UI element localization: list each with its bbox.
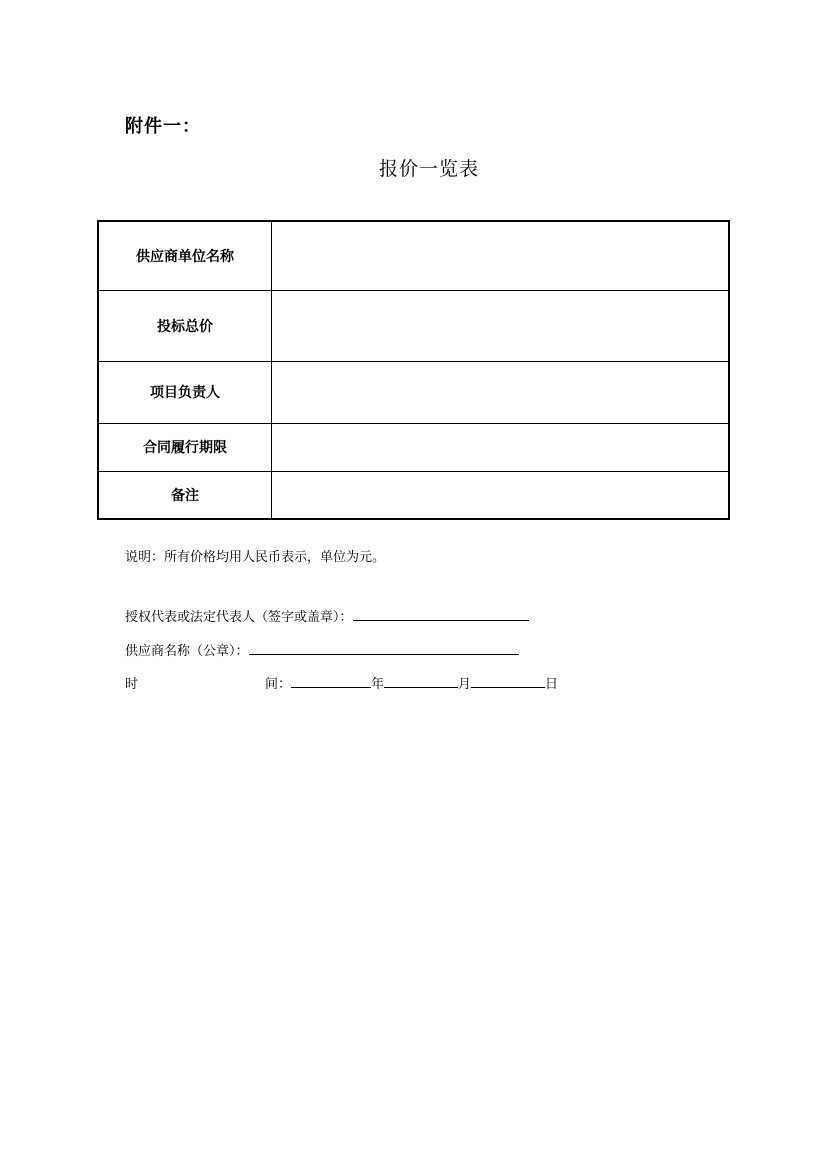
table-row — [98, 221, 729, 290]
time-label-second: 间： — [265, 677, 292, 692]
note-text: 说明：所有价格均用人民币表示，单位为元。 — [125, 550, 386, 565]
quote-table — [97, 220, 730, 520]
attachment-label: 附件一： — [125, 116, 201, 137]
supplier-label: 供应商名称（公章）： — [125, 644, 249, 659]
day-label: 日 — [545, 677, 559, 692]
row-label-project-lead: 项目负责人 — [98, 361, 272, 423]
row-value-total-price[interactable] — [272, 290, 730, 361]
row-label-total-price: 投标总价 — [98, 290, 272, 361]
row-label-supplier-name: 供应商单位名称 — [98, 221, 272, 290]
representative-blank[interactable] — [353, 606, 529, 621]
table-row — [98, 361, 729, 423]
row-label-remarks: 备注 — [98, 471, 272, 519]
time-label-first: 时 — [125, 677, 139, 692]
table-row — [98, 290, 729, 361]
table-row — [98, 471, 729, 519]
document-title: 报价一览表 — [378, 158, 479, 180]
year-label: 年 — [371, 677, 385, 692]
day-blank[interactable] — [471, 673, 545, 688]
representative-label: 授权代表或法定代表人（签字或盖章）： — [125, 610, 353, 625]
time-line — [125, 673, 558, 692]
month-blank[interactable] — [384, 673, 458, 688]
row-value-remarks[interactable] — [272, 471, 730, 519]
table-row — [98, 423, 729, 471]
month-label: 月 — [458, 677, 472, 692]
row-value-supplier-name[interactable] — [272, 221, 730, 290]
supplier-line — [125, 640, 519, 659]
supplier-blank[interactable] — [249, 640, 519, 655]
row-value-project-lead[interactable] — [272, 361, 730, 423]
row-value-contract-period[interactable] — [272, 423, 730, 471]
representative-line — [125, 606, 529, 625]
row-label-contract-period: 合同履行期限 — [98, 423, 272, 471]
year-blank[interactable] — [291, 673, 371, 688]
